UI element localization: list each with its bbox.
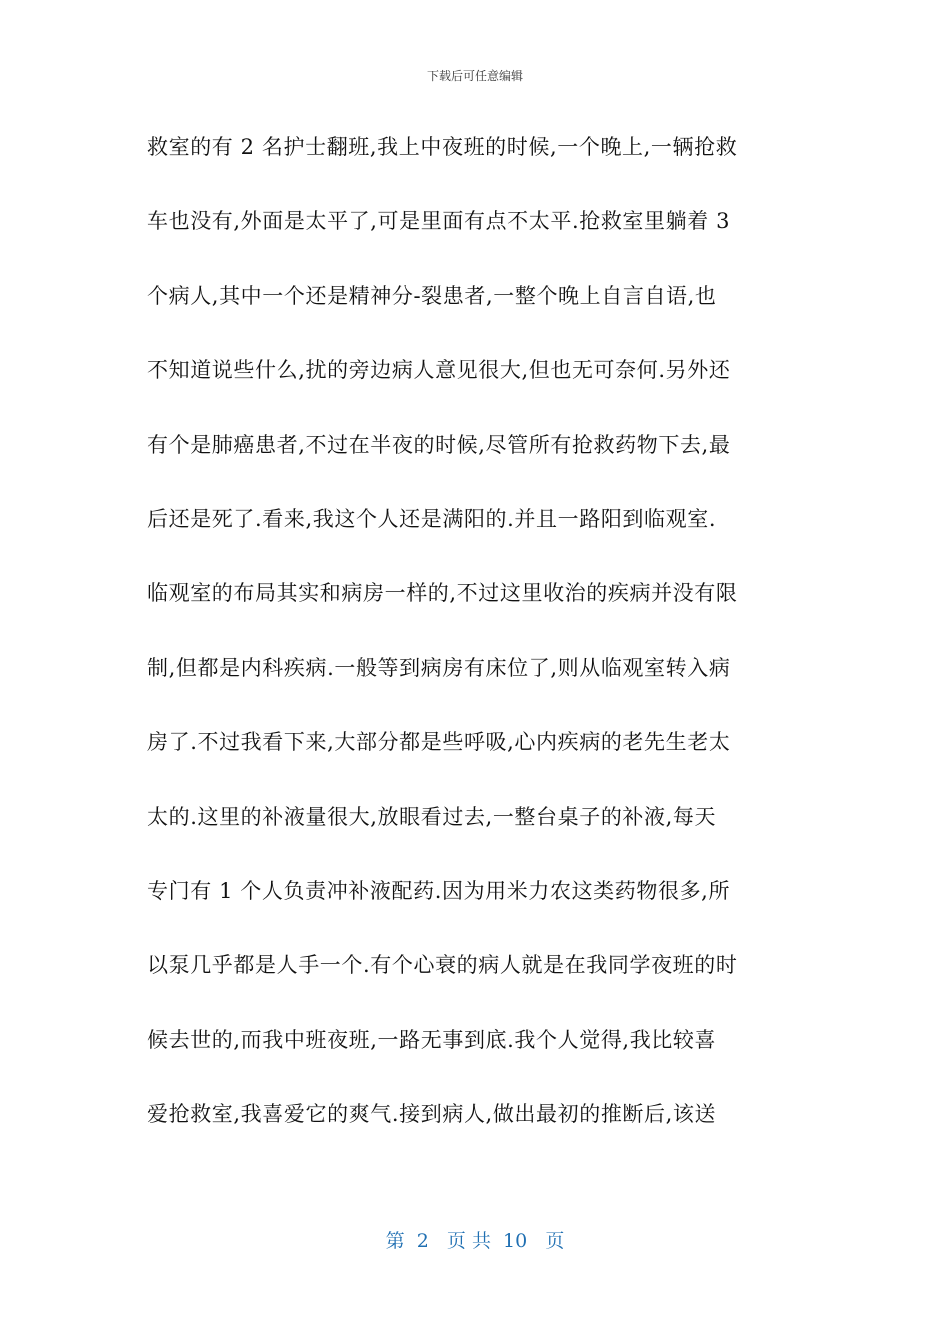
text-line: 有个是肺癌患者,不过在半夜的时候,尽管所有抢救药物下去,最: [147, 432, 731, 457]
text-line: 候去世的,而我中班夜班,一路无事到底.我个人觉得,我比较喜: [147, 1027, 717, 1052]
text-line: 车也没有,外面是太平了,可是里面有点不太平.抢救室里躺着 3: [147, 209, 731, 234]
text-line: 专门有 1 个人负责冲补液配药.因为用米力农这类药物很多,所: [147, 878, 731, 903]
text-line: 后还是死了.看来,我这个人还是满阳的.并且一路阳到临观室.: [147, 506, 717, 531]
header-note: 下载后可任意编辑: [426, 69, 523, 83]
document-body: [147, 128, 817, 1169]
page-number: 第 2 页 共 10 页: [385, 1230, 565, 1252]
text-line: 太的.这里的补液量很大,放眼看过去,一整台桌子的补液,每天: [147, 804, 717, 829]
text-line: 救室的有 2 名护士翻班,我上中夜班的时候,一个晚上,一辆抢救: [147, 135, 738, 159]
text-line: 以泵几乎都是人手一个.有个心衰的病人就是在我同学夜班的时: [147, 953, 738, 978]
text-line: 临观室的布局其实和病房一样的,不过这里收治的疾病并没有限: [147, 581, 738, 606]
text-line: 不知道说些什么,扰的旁边病人意见很大,但也无可奈何.另外还: [147, 358, 731, 383]
text-line: 房了.不过我看下来,大部分都是些呼吸,心内疾病的老先生老太: [147, 730, 731, 755]
text-line: 爱抢救室,我喜爱它的爽气.接到病人,做出最初的推断后,该送: [147, 1102, 717, 1127]
text-line: 个病人,其中一个还是精神分-裂患者,一整个晚上自言自语,也: [147, 283, 717, 308]
text-line: 制,但都是内科疾病.一般等到病房有床位了,则从临观室转入病: [147, 655, 731, 680]
